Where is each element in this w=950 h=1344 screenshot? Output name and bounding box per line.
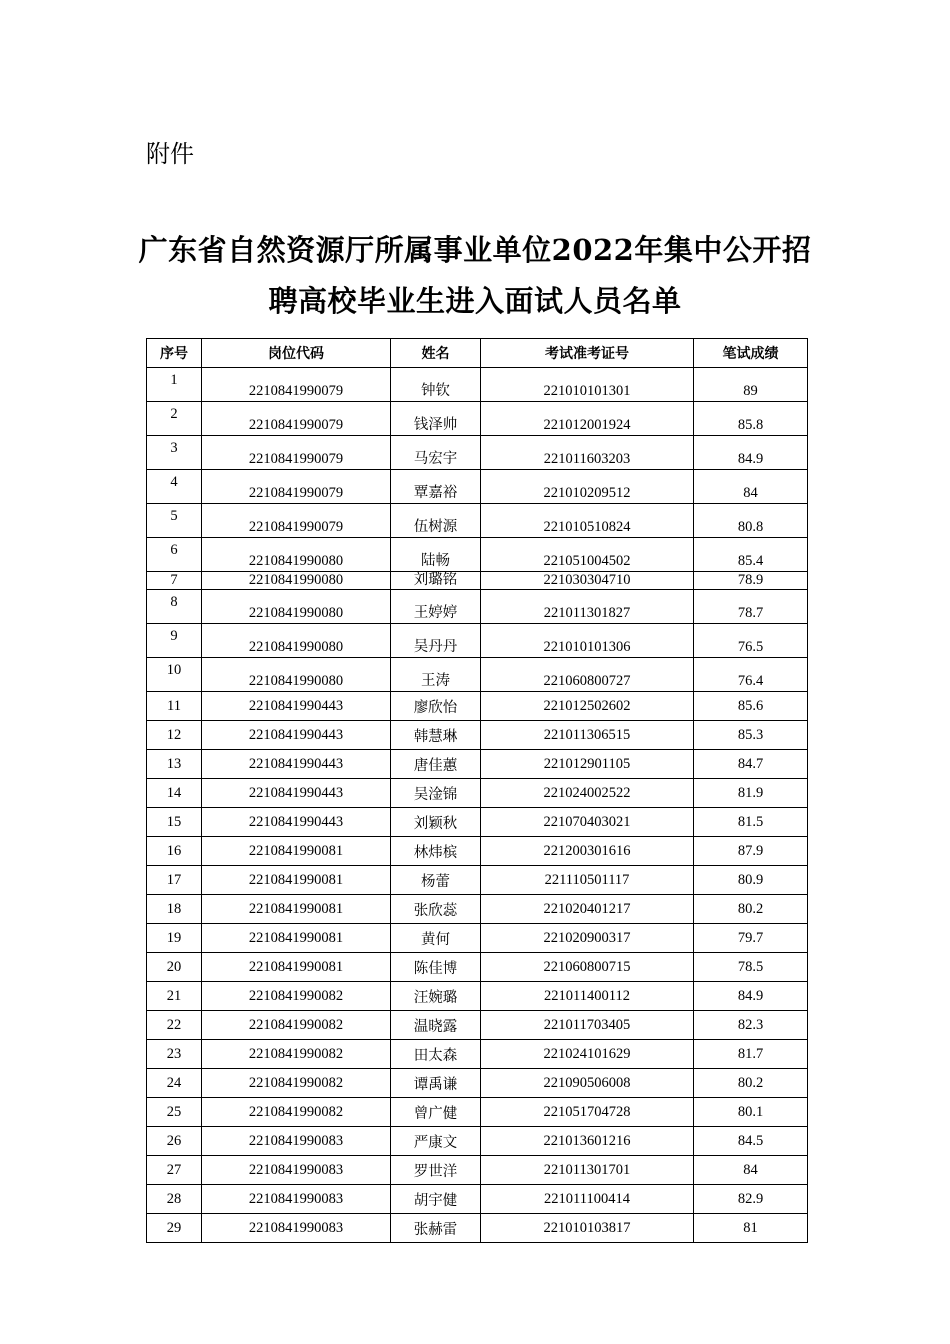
- header-written-score: 笔试成绩: [694, 339, 808, 368]
- table-row: [147, 1156, 808, 1185]
- cell-written-score: 76.5: [694, 624, 808, 658]
- cell-exam-ticket: 221030304710: [481, 572, 694, 590]
- document-title-line-1: 广东省自然资源厅所属事业单位2022年集中公开招: [138, 233, 812, 267]
- cell-name: 严康文: [391, 1127, 481, 1156]
- cell-written-score: 85.3: [694, 721, 808, 750]
- cell-seq: 8: [147, 590, 202, 624]
- table-row: [147, 1098, 808, 1127]
- cell-name: 陈佳博: [391, 953, 481, 982]
- cell-written-score: 80.2: [694, 895, 808, 924]
- cell-seq: 21: [147, 982, 202, 1011]
- cell-name: 马宏宇: [391, 436, 481, 470]
- cell-seq: 18: [147, 895, 202, 924]
- cell-post-code: 2210841990082: [202, 1011, 391, 1040]
- cell-written-score: 84.5: [694, 1127, 808, 1156]
- table-row: [147, 368, 808, 402]
- cell-post-code: 2210841990083: [202, 1127, 391, 1156]
- cell-post-code: 2210841990443: [202, 721, 391, 750]
- table-row: [147, 692, 808, 721]
- cell-exam-ticket: 221200301616: [481, 837, 694, 866]
- cell-post-code: 2210841990082: [202, 1040, 391, 1069]
- cell-seq: 29: [147, 1214, 202, 1243]
- cell-exam-ticket: 221051704728: [481, 1098, 694, 1127]
- cell-exam-ticket: 221013601216: [481, 1127, 694, 1156]
- cell-exam-ticket: 221010510824: [481, 504, 694, 538]
- cell-exam-ticket: 221110501117: [481, 866, 694, 895]
- cell-written-score: 81: [694, 1214, 808, 1243]
- cell-post-code: 2210841990079: [202, 402, 391, 436]
- cell-post-code: 2210841990082: [202, 1069, 391, 1098]
- cell-seq: 9: [147, 624, 202, 658]
- cell-name: 林炜槟: [391, 837, 481, 866]
- cell-post-code: 2210841990080: [202, 658, 391, 692]
- table-row: [147, 866, 808, 895]
- table-row: [147, 504, 808, 538]
- table-row: [147, 590, 808, 624]
- cell-exam-ticket: 221020900317: [481, 924, 694, 953]
- cell-seq: 4: [147, 470, 202, 504]
- table-row: [147, 572, 808, 590]
- cell-post-code: 2210841990443: [202, 692, 391, 721]
- header-row: [147, 339, 808, 368]
- cell-exam-ticket: 221011100414: [481, 1185, 694, 1214]
- cell-written-score: 82.9: [694, 1185, 808, 1214]
- cell-seq: 13: [147, 750, 202, 779]
- table-row: [147, 1127, 808, 1156]
- cell-written-score: 79.7: [694, 924, 808, 953]
- table-body: [147, 368, 808, 1243]
- cell-exam-ticket: 221070403021: [481, 808, 694, 837]
- cell-name: 黄何: [391, 924, 481, 953]
- cell-post-code: 2210841990443: [202, 808, 391, 837]
- header-name: 姓名: [391, 339, 481, 368]
- cell-seq: 19: [147, 924, 202, 953]
- table-row: [147, 924, 808, 953]
- cell-name: 田太森: [391, 1040, 481, 1069]
- cell-written-score: 84: [694, 470, 808, 504]
- cell-post-code: 2210841990083: [202, 1156, 391, 1185]
- cell-written-score: 85.6: [694, 692, 808, 721]
- table-row: [147, 658, 808, 692]
- table-row: [147, 470, 808, 504]
- table-row: [147, 982, 808, 1011]
- cell-post-code: 2210841990083: [202, 1185, 391, 1214]
- cell-name: 伍树源: [391, 504, 481, 538]
- cell-written-score: 89: [694, 368, 808, 402]
- cell-written-score: 84: [694, 1156, 808, 1185]
- cell-written-score: 82.3: [694, 1011, 808, 1040]
- cell-post-code: 2210841990081: [202, 837, 391, 866]
- table-row: [147, 1069, 808, 1098]
- cell-exam-ticket: 221011703405: [481, 1011, 694, 1040]
- cell-seq: 7: [147, 572, 202, 590]
- table-row: [147, 436, 808, 470]
- cell-name: 王婷婷: [391, 590, 481, 624]
- cell-name: 王涛: [391, 658, 481, 692]
- cell-post-code: 2210841990081: [202, 895, 391, 924]
- cell-name: 陆畅: [391, 538, 481, 572]
- cell-seq: 14: [147, 779, 202, 808]
- cell-post-code: 2210841990443: [202, 779, 391, 808]
- cell-post-code: 2210841990079: [202, 470, 391, 504]
- document-title-line-2: 聘高校毕业生进入面试人员名单: [268, 284, 682, 318]
- cell-seq: 15: [147, 808, 202, 837]
- cell-seq: 28: [147, 1185, 202, 1214]
- cell-exam-ticket: 221011306515: [481, 721, 694, 750]
- cell-written-score: 85.4: [694, 538, 808, 572]
- table-row: [147, 624, 808, 658]
- cell-seq: 22: [147, 1011, 202, 1040]
- cell-name: 唐佳蕙: [391, 750, 481, 779]
- cell-name: 廖欣怡: [391, 692, 481, 721]
- table-row: [147, 953, 808, 982]
- interview-candidates-table: [146, 338, 808, 1243]
- cell-post-code: 2210841990080: [202, 624, 391, 658]
- cell-written-score: 84.9: [694, 982, 808, 1011]
- cell-seq: 12: [147, 721, 202, 750]
- cell-exam-ticket: 221012001924: [481, 402, 694, 436]
- table-row: [147, 837, 808, 866]
- table-row: [147, 402, 808, 436]
- cell-name: 张赫雷: [391, 1214, 481, 1243]
- cell-written-score: 78.7: [694, 590, 808, 624]
- cell-exam-ticket: 221020401217: [481, 895, 694, 924]
- cell-written-score: 80.8: [694, 504, 808, 538]
- cell-name: 钟钦: [391, 368, 481, 402]
- cell-written-score: 84.7: [694, 750, 808, 779]
- cell-post-code: 2210841990080: [202, 590, 391, 624]
- cell-seq: 20: [147, 953, 202, 982]
- cell-seq: 1: [147, 368, 202, 402]
- cell-seq: 5: [147, 504, 202, 538]
- cell-name: 吴丹丹: [391, 624, 481, 658]
- cell-name: 温晓露: [391, 1011, 481, 1040]
- cell-written-score: 87.9: [694, 837, 808, 866]
- table-row: [147, 1214, 808, 1243]
- cell-exam-ticket: 221011603203: [481, 436, 694, 470]
- cell-name: 刘颖秋: [391, 808, 481, 837]
- cell-name: 刘璐铭: [391, 572, 481, 590]
- header-post-code: 岗位代码: [202, 339, 391, 368]
- cell-exam-ticket: 221011301701: [481, 1156, 694, 1185]
- cell-written-score: 80.1: [694, 1098, 808, 1127]
- cell-seq: 26: [147, 1127, 202, 1156]
- cell-written-score: 85.8: [694, 402, 808, 436]
- cell-post-code: 2210841990081: [202, 953, 391, 982]
- table-row: [147, 1040, 808, 1069]
- cell-name: 罗世洋: [391, 1156, 481, 1185]
- cell-seq: 24: [147, 1069, 202, 1098]
- table-row: [147, 750, 808, 779]
- table-row: [147, 1185, 808, 1214]
- cell-exam-ticket: 221011400112: [481, 982, 694, 1011]
- cell-name: 张欣蕊: [391, 895, 481, 924]
- cell-post-code: 2210841990083: [202, 1214, 391, 1243]
- cell-exam-ticket: 221010103817: [481, 1214, 694, 1243]
- cell-name: 覃嘉裕: [391, 470, 481, 504]
- cell-exam-ticket: 221012502602: [481, 692, 694, 721]
- cell-name: 曾广健: [391, 1098, 481, 1127]
- cell-name: 汪婉璐: [391, 982, 481, 1011]
- cell-seq: 2: [147, 402, 202, 436]
- cell-exam-ticket: 221060800715: [481, 953, 694, 982]
- cell-seq: 23: [147, 1040, 202, 1069]
- cell-post-code: 2210841990079: [202, 436, 391, 470]
- cell-post-code: 2210841990080: [202, 538, 391, 572]
- cell-exam-ticket: 221010101306: [481, 624, 694, 658]
- cell-seq: 27: [147, 1156, 202, 1185]
- cell-seq: 17: [147, 866, 202, 895]
- cell-post-code: 2210841990082: [202, 1098, 391, 1127]
- cell-written-score: 80.2: [694, 1069, 808, 1098]
- cell-exam-ticket: 221051004502: [481, 538, 694, 572]
- table-row: [147, 1011, 808, 1040]
- cell-name: 谭禹谦: [391, 1069, 481, 1098]
- cell-name: 吴淦锦: [391, 779, 481, 808]
- table-row: [147, 538, 808, 572]
- cell-post-code: 2210841990081: [202, 866, 391, 895]
- cell-written-score: 84.9: [694, 436, 808, 470]
- table-row: [147, 808, 808, 837]
- cell-name: 杨蕾: [391, 866, 481, 895]
- cell-exam-ticket: 221090506008: [481, 1069, 694, 1098]
- cell-seq: 11: [147, 692, 202, 721]
- cell-post-code: 2210841990079: [202, 504, 391, 538]
- cell-exam-ticket: 221060800727: [481, 658, 694, 692]
- cell-seq: 10: [147, 658, 202, 692]
- cell-name: 韩慧琳: [391, 721, 481, 750]
- cell-post-code: 2210841990082: [202, 982, 391, 1011]
- cell-written-score: 78.9: [694, 572, 808, 590]
- cell-exam-ticket: 221011301827: [481, 590, 694, 624]
- cell-post-code: 2210841990079: [202, 368, 391, 402]
- cell-seq: 16: [147, 837, 202, 866]
- cell-exam-ticket: 221010101301: [481, 368, 694, 402]
- cell-post-code: 2210841990081: [202, 924, 391, 953]
- table-row: [147, 895, 808, 924]
- cell-name: 胡宇健: [391, 1185, 481, 1214]
- table-header: [147, 339, 808, 368]
- cell-written-score: 80.9: [694, 866, 808, 895]
- cell-written-score: 81.9: [694, 779, 808, 808]
- attachment-label: 附件: [146, 140, 194, 168]
- header-exam-ticket: 考试准考证号: [481, 339, 694, 368]
- cell-exam-ticket: 221024101629: [481, 1040, 694, 1069]
- cell-exam-ticket: 221010209512: [481, 470, 694, 504]
- cell-written-score: 76.4: [694, 658, 808, 692]
- cell-seq: 6: [147, 538, 202, 572]
- cell-seq: 25: [147, 1098, 202, 1127]
- cell-seq: 3: [147, 436, 202, 470]
- cell-written-score: 81.7: [694, 1040, 808, 1069]
- cell-post-code: 2210841990443: [202, 750, 391, 779]
- cell-exam-ticket: 221012901105: [481, 750, 694, 779]
- table-row: [147, 779, 808, 808]
- table-row: [147, 721, 808, 750]
- cell-name: 钱泽帅: [391, 402, 481, 436]
- cell-written-score: 81.5: [694, 808, 808, 837]
- cell-written-score: 78.5: [694, 953, 808, 982]
- header-seq: 序号: [147, 339, 202, 368]
- cell-post-code: 2210841990080: [202, 572, 391, 590]
- cell-exam-ticket: 221024002522: [481, 779, 694, 808]
